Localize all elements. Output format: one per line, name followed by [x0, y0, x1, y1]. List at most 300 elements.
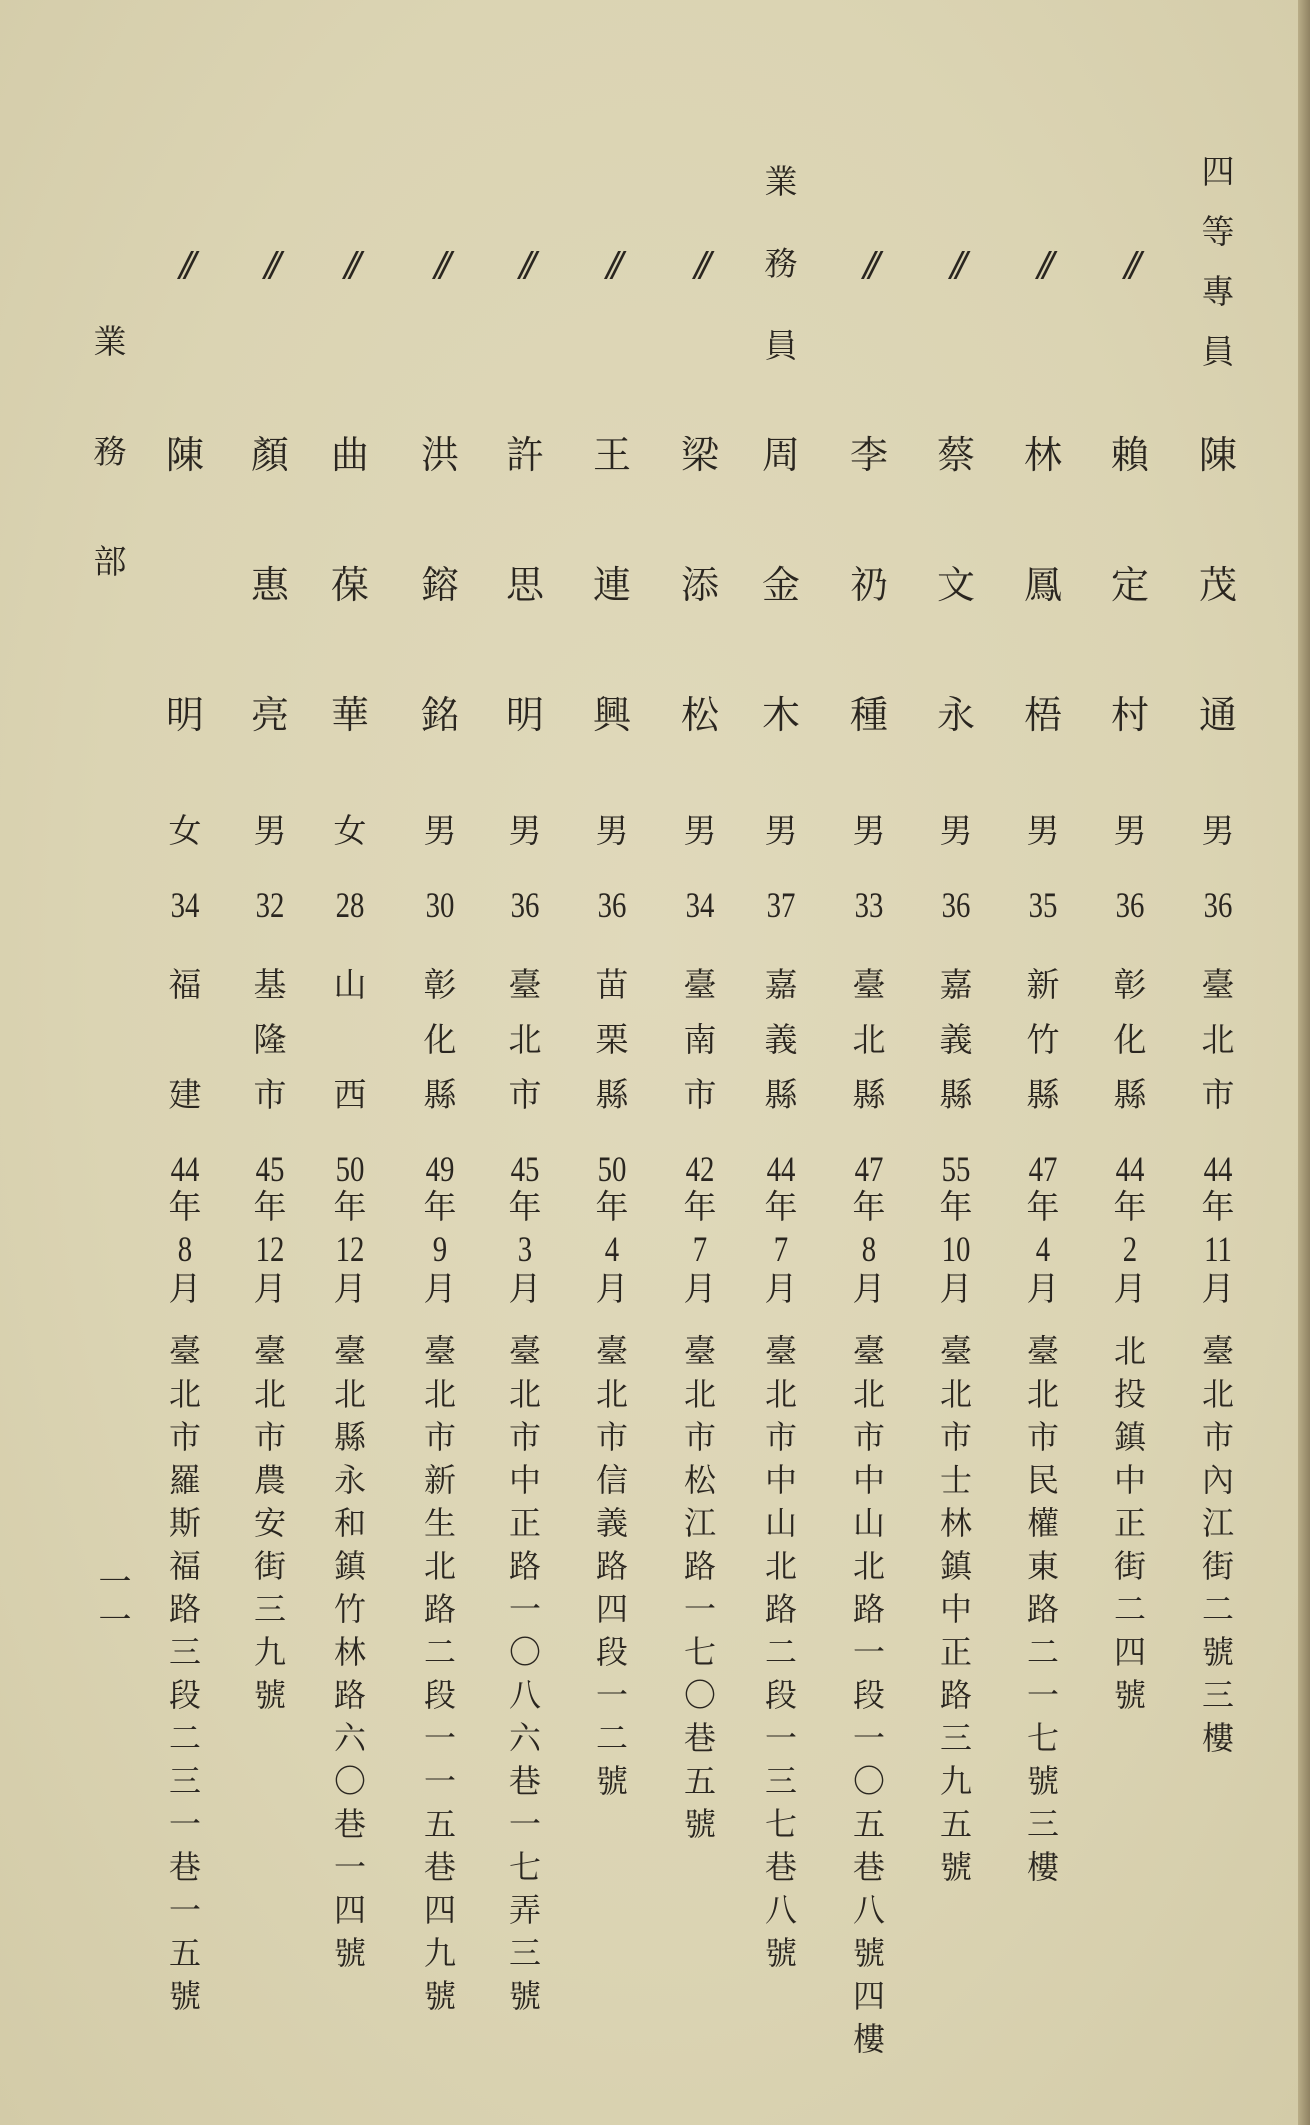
month-unit: 月 — [1026, 1269, 1060, 1308]
address-char: 段 — [764, 1676, 797, 1714]
address-char: 一 — [683, 1590, 716, 1628]
rank-char: 業 — [764, 162, 798, 201]
name-char: 曲 — [330, 433, 369, 477]
address-char: 北 — [764, 1375, 797, 1413]
address-char: 七 — [1026, 1719, 1059, 1757]
name-char: 王 — [592, 433, 631, 477]
address-char: 巷 — [764, 1848, 797, 1886]
gender: 男 — [1201, 811, 1235, 850]
year-unit: 年 — [423, 1187, 457, 1226]
native-place-char: 化 — [1113, 1020, 1147, 1059]
year-unit: 年 — [253, 1187, 287, 1226]
address-char: 號 — [1113, 1676, 1146, 1714]
address-char: 樓 — [1026, 1848, 1059, 1886]
native-place-char: 基 — [253, 965, 287, 1004]
gender: 男 — [1113, 811, 1147, 850]
rank-char: 員 — [764, 326, 798, 365]
rank-char: 專 — [1201, 272, 1235, 311]
address-char: 一 — [168, 1891, 201, 1929]
native-place-char: 義 — [764, 1020, 798, 1059]
address-char: 山 — [852, 1504, 885, 1542]
address-char: 二 — [1201, 1590, 1234, 1628]
address-char: 路 — [423, 1590, 456, 1628]
address-char: 四 — [333, 1891, 366, 1929]
address-char: 北 — [168, 1375, 201, 1413]
native-place-char: 縣 — [423, 1075, 457, 1114]
native-place-char: 化 — [423, 1020, 457, 1059]
month-unit: 月 — [508, 1269, 542, 1308]
address-char: 臺 — [683, 1332, 716, 1370]
address-char: 正 — [939, 1633, 972, 1671]
age: 37 — [766, 885, 796, 925]
year-unit: 年 — [333, 1187, 367, 1226]
name-char: 礽 — [849, 563, 888, 607]
name-char: 亮 — [250, 693, 289, 737]
page-number-char: 一 — [98, 1600, 132, 1639]
address-char: 一 — [508, 1590, 541, 1628]
address-char: 號 — [333, 1934, 366, 1972]
address-char: 一 — [595, 1676, 628, 1714]
address-char: 九 — [423, 1934, 456, 1972]
name-char: 銘 — [420, 693, 459, 737]
address-char: 一 — [423, 1762, 456, 1800]
address-char: 山 — [764, 1504, 797, 1542]
native-place-char: 縣 — [852, 1075, 886, 1114]
rank-ditto-mark: // — [264, 245, 276, 285]
month: 3 — [517, 1229, 533, 1269]
native-place-char: 南 — [683, 1020, 717, 1059]
native-place-char: 北 — [508, 1020, 542, 1059]
name-char: 明 — [505, 693, 544, 737]
native-place-char: 臺 — [508, 965, 542, 1004]
native-place-char: 縣 — [1113, 1075, 1147, 1114]
name-char: 添 — [680, 563, 719, 607]
address-char: 弄 — [508, 1891, 541, 1929]
address-char: 東 — [1026, 1547, 1059, 1585]
rank-ditto-mark: // — [434, 245, 446, 285]
address-char: 四 — [852, 1977, 885, 2015]
address-char: 號 — [423, 1977, 456, 2015]
name-char: 村 — [1110, 693, 1149, 737]
address-char: 號 — [852, 1934, 885, 1972]
department-char: 務 — [93, 432, 127, 471]
age: 33 — [854, 885, 884, 925]
address-char: 路 — [333, 1676, 366, 1714]
address-char: 一 — [508, 1805, 541, 1843]
address-char: 五 — [852, 1805, 885, 1843]
address-char: 權 — [1026, 1504, 1059, 1542]
rank-ditto-mark: // — [694, 245, 706, 285]
month: 12 — [335, 1229, 365, 1269]
address-char: 北 — [595, 1375, 628, 1413]
gender: 男 — [595, 811, 629, 850]
address-char: 一 — [168, 1805, 201, 1843]
address-char: 路 — [764, 1590, 797, 1628]
native-place-char: 建 — [168, 1075, 202, 1114]
address-char: 巷 — [333, 1805, 366, 1843]
month-unit: 月 — [939, 1269, 973, 1308]
year: 44 — [170, 1149, 200, 1189]
native-place-char: 縣 — [764, 1075, 798, 1114]
native-place-char: 市 — [1201, 1075, 1235, 1114]
address-char: 樓 — [852, 2020, 885, 2058]
name-char: 陳 — [1198, 433, 1237, 477]
month: 8 — [177, 1229, 193, 1269]
gender: 男 — [764, 811, 798, 850]
native-place-char: 隆 — [253, 1020, 287, 1059]
address-char: 一 — [333, 1848, 366, 1886]
year-unit: 年 — [595, 1187, 629, 1226]
name-char: 賴 — [1110, 433, 1149, 477]
address-char: 農 — [253, 1461, 286, 1499]
address-char: 四 — [595, 1590, 628, 1628]
name-char: 興 — [592, 693, 631, 737]
address-char: 四 — [1113, 1633, 1146, 1671]
native-place-char: 臺 — [852, 965, 886, 1004]
address-char: 段 — [168, 1676, 201, 1714]
address-char: 生 — [423, 1504, 456, 1542]
address-char: 號 — [1026, 1762, 1059, 1800]
address-char: 二 — [764, 1633, 797, 1671]
address-char: 市 — [253, 1418, 286, 1456]
address-char: 北 — [683, 1375, 716, 1413]
rank-char: 四 — [1201, 152, 1235, 191]
native-place-char: 義 — [939, 1020, 973, 1059]
year: 50 — [597, 1149, 627, 1189]
rank-ditto-mark: // — [950, 245, 962, 285]
name-char: 文 — [936, 563, 975, 607]
address-char: 巷 — [423, 1848, 456, 1886]
department-char: 業 — [93, 322, 127, 361]
address-char: 號 — [1201, 1633, 1234, 1671]
address-char: 安 — [253, 1504, 286, 1542]
address-char: 鎮 — [939, 1547, 972, 1585]
address-char: 三 — [1201, 1676, 1234, 1714]
address-char: 六 — [333, 1719, 366, 1757]
address-char: 臺 — [852, 1332, 885, 1370]
address-char: 八 — [508, 1676, 541, 1714]
address-char: 三 — [253, 1590, 286, 1628]
year: 47 — [854, 1149, 884, 1189]
address-char: 段 — [852, 1676, 885, 1714]
name-char: 松 — [680, 693, 719, 737]
address-char: 三 — [508, 1934, 541, 1972]
address-char: 北 — [508, 1375, 541, 1413]
address-char: 鎮 — [333, 1547, 366, 1585]
age: 35 — [1028, 885, 1058, 925]
address-char: 永 — [333, 1461, 366, 1499]
name-char: 定 — [1110, 563, 1149, 607]
address-char: 北 — [852, 1547, 885, 1585]
address-char: 五 — [168, 1934, 201, 1972]
address-char: 二 — [1026, 1633, 1059, 1671]
rank-char: 務 — [764, 244, 798, 283]
address-char: 市 — [764, 1418, 797, 1456]
address-char: 市 — [683, 1418, 716, 1456]
name-char: 顏 — [250, 433, 289, 477]
address-char: 臺 — [939, 1332, 972, 1370]
address-char: 林 — [939, 1504, 972, 1542]
gender: 男 — [683, 811, 717, 850]
address-char: 樓 — [1201, 1719, 1234, 1757]
name-char: 鎔 — [420, 563, 459, 607]
address-char: 巷 — [852, 1848, 885, 1886]
address-char: 北 — [1026, 1375, 1059, 1413]
native-place-char: 市 — [253, 1075, 287, 1114]
address-char: 中 — [1113, 1461, 1146, 1499]
address-char: 林 — [333, 1633, 366, 1671]
address-char: 臺 — [595, 1332, 628, 1370]
year-unit: 年 — [508, 1187, 542, 1226]
native-place-char: 市 — [508, 1075, 542, 1114]
address-char: 竹 — [333, 1590, 366, 1628]
address-char: 段 — [423, 1676, 456, 1714]
address-char: 中 — [508, 1461, 541, 1499]
month: 2 — [1122, 1229, 1138, 1269]
address-char: 路 — [508, 1547, 541, 1585]
native-place-char: 苗 — [595, 965, 629, 1004]
rank-ditto-mark: // — [344, 245, 356, 285]
year-unit: 年 — [1026, 1187, 1060, 1226]
address-char: 〇 — [852, 1762, 885, 1800]
address-char: 段 — [595, 1633, 628, 1671]
native-place-char: 竹 — [1026, 1020, 1060, 1059]
age: 36 — [1115, 885, 1145, 925]
month: 7 — [773, 1229, 789, 1269]
name-char: 周 — [761, 433, 800, 477]
rank-ditto-mark: // — [519, 245, 531, 285]
address-char: 街 — [1113, 1547, 1146, 1585]
month-unit: 月 — [423, 1269, 457, 1308]
address-char: 六 — [508, 1719, 541, 1757]
year-unit: 年 — [939, 1187, 973, 1226]
address-char: 市 — [423, 1418, 456, 1456]
address-char: 一 — [852, 1633, 885, 1671]
address-char: 二 — [595, 1719, 628, 1757]
rank-ditto-mark: // — [1037, 245, 1049, 285]
address-char: 投 — [1113, 1375, 1146, 1413]
address-char: 巷 — [168, 1848, 201, 1886]
address-char: 街 — [1201, 1547, 1234, 1585]
address-char: 北 — [1201, 1375, 1234, 1413]
month: 9 — [432, 1229, 448, 1269]
name-char: 許 — [505, 433, 544, 477]
address-char: 巷 — [683, 1719, 716, 1757]
address-char: 七 — [508, 1848, 541, 1886]
address-char: 北 — [852, 1375, 885, 1413]
native-place-char: 彰 — [423, 965, 457, 1004]
address-char: 市 — [1026, 1418, 1059, 1456]
month-unit: 月 — [1201, 1269, 1235, 1308]
address-char: 八 — [764, 1891, 797, 1929]
year: 44 — [1203, 1149, 1233, 1189]
gender: 男 — [939, 811, 973, 850]
address-char: 義 — [595, 1504, 628, 1542]
native-place-char: 北 — [852, 1020, 886, 1059]
address-char: 二 — [423, 1633, 456, 1671]
month: 12 — [255, 1229, 285, 1269]
address-char: 一 — [852, 1719, 885, 1757]
name-char: 葆 — [330, 563, 369, 607]
native-place-char: 臺 — [683, 965, 717, 1004]
year: 55 — [941, 1149, 971, 1189]
address-char: 七 — [764, 1805, 797, 1843]
year: 50 — [335, 1149, 365, 1189]
address-char: 〇 — [333, 1762, 366, 1800]
address-char: 臺 — [1201, 1332, 1234, 1370]
month-unit: 月 — [253, 1269, 287, 1308]
address-char: 號 — [253, 1676, 286, 1714]
address-char: 市 — [168, 1418, 201, 1456]
address-char: 五 — [939, 1805, 972, 1843]
age: 36 — [597, 885, 627, 925]
rank-ditto-mark: // — [863, 245, 875, 285]
native-place-char: 西 — [333, 1075, 367, 1114]
year: 44 — [1115, 1149, 1145, 1189]
address-char: 正 — [508, 1504, 541, 1542]
name-char: 金 — [761, 563, 800, 607]
age: 32 — [255, 885, 285, 925]
address-char: 二 — [168, 1719, 201, 1757]
name-char: 明 — [165, 693, 204, 737]
name-char: 通 — [1198, 693, 1237, 737]
native-place-char: 臺 — [1201, 965, 1235, 1004]
address-char: 路 — [852, 1590, 885, 1628]
address-char: 市 — [939, 1418, 972, 1456]
address-char: 五 — [683, 1762, 716, 1800]
address-char: 市 — [1201, 1418, 1234, 1456]
address-char: 一 — [764, 1719, 797, 1757]
native-place-char: 新 — [1026, 965, 1060, 1004]
name-char: 茂 — [1198, 563, 1237, 607]
address-char: 民 — [1026, 1461, 1059, 1499]
name-char: 華 — [330, 693, 369, 737]
address-char: 路 — [939, 1676, 972, 1714]
native-place-char: 彰 — [1113, 965, 1147, 1004]
gender: 女 — [333, 811, 367, 850]
address-char: 二 — [1113, 1590, 1146, 1628]
address-char: 臺 — [423, 1332, 456, 1370]
name-char: 陳 — [165, 433, 204, 477]
name-char: 鳳 — [1023, 563, 1062, 607]
address-char: 中 — [939, 1590, 972, 1628]
month: 4 — [1035, 1229, 1051, 1269]
month: 10 — [941, 1229, 971, 1269]
address-char: 士 — [939, 1461, 972, 1499]
native-place-char: 縣 — [939, 1075, 973, 1114]
gender: 男 — [508, 811, 542, 850]
name-char: 思 — [505, 563, 544, 607]
address-char: 〇 — [683, 1676, 716, 1714]
gender: 男 — [1026, 811, 1060, 850]
address-char: 街 — [253, 1547, 286, 1585]
address-char: 路 — [1026, 1590, 1059, 1628]
address-char: 中 — [852, 1461, 885, 1499]
address-char: 路 — [168, 1590, 201, 1628]
address-char: 九 — [939, 1762, 972, 1800]
address-char: 北 — [333, 1375, 366, 1413]
year: 49 — [425, 1149, 455, 1189]
address-char: 北 — [764, 1547, 797, 1585]
name-char: 惠 — [250, 563, 289, 607]
month: 4 — [604, 1229, 620, 1269]
address-char: 八 — [852, 1891, 885, 1929]
name-char: 種 — [849, 693, 888, 737]
age: 36 — [1203, 885, 1233, 925]
address-char: 臺 — [333, 1332, 366, 1370]
address-char: 四 — [423, 1891, 456, 1929]
age: 30 — [425, 885, 455, 925]
month: 8 — [861, 1229, 877, 1269]
native-place-char: 山 — [333, 965, 367, 1004]
address-char: 〇 — [508, 1633, 541, 1671]
year-unit: 年 — [1201, 1187, 1235, 1226]
name-char: 梁 — [680, 433, 719, 477]
address-char: 三 — [1026, 1805, 1059, 1843]
month: 11 — [1204, 1229, 1232, 1269]
address-char: 中 — [764, 1461, 797, 1499]
address-char: 斯 — [168, 1504, 201, 1542]
address-char: 鎮 — [1113, 1418, 1146, 1456]
address-char: 正 — [1113, 1504, 1146, 1542]
address-char: 內 — [1201, 1461, 1234, 1499]
address-char: 福 — [168, 1547, 201, 1585]
address-char: 和 — [333, 1504, 366, 1542]
year: 45 — [255, 1149, 285, 1189]
rank-ditto-mark: // — [179, 245, 191, 285]
year: 44 — [766, 1149, 796, 1189]
rank-ditto-mark: // — [606, 245, 618, 285]
native-place-char: 縣 — [595, 1075, 629, 1114]
address-char: 臺 — [764, 1332, 797, 1370]
address-char: 北 — [1113, 1332, 1146, 1370]
address-char: 江 — [1201, 1504, 1234, 1542]
month-unit: 月 — [595, 1269, 629, 1308]
address-char: 號 — [595, 1762, 628, 1800]
address-char: 臺 — [1026, 1332, 1059, 1370]
address-char: 市 — [852, 1418, 885, 1456]
native-place-char: 栗 — [595, 1020, 629, 1059]
address-char: 三 — [764, 1762, 797, 1800]
address-char: 新 — [423, 1461, 456, 1499]
year-unit: 年 — [852, 1187, 886, 1226]
native-place-char: 嘉 — [764, 965, 798, 1004]
year-unit: 年 — [683, 1187, 717, 1226]
address-char: 三 — [168, 1762, 201, 1800]
year-unit: 年 — [168, 1187, 202, 1226]
page-number-char: 一 — [98, 1562, 132, 1601]
gender: 男 — [852, 811, 886, 850]
month-unit: 月 — [1113, 1269, 1147, 1308]
month-unit: 月 — [168, 1269, 202, 1308]
address-char: 一 — [423, 1719, 456, 1757]
age: 36 — [941, 885, 971, 925]
native-place-char: 嘉 — [939, 965, 973, 1004]
gender: 女 — [168, 811, 202, 850]
address-char: 號 — [508, 1977, 541, 2015]
age: 34 — [685, 885, 715, 925]
address-char: 路 — [595, 1547, 628, 1585]
rank-char: 等 — [1201, 212, 1235, 251]
month-unit: 月 — [852, 1269, 886, 1308]
year-unit: 年 — [1113, 1187, 1147, 1226]
name-char: 林 — [1023, 433, 1062, 477]
address-char: 松 — [683, 1461, 716, 1499]
address-char: 路 — [683, 1547, 716, 1585]
gender: 男 — [423, 811, 457, 850]
address-char: 三 — [939, 1719, 972, 1757]
address-char: 北 — [423, 1547, 456, 1585]
